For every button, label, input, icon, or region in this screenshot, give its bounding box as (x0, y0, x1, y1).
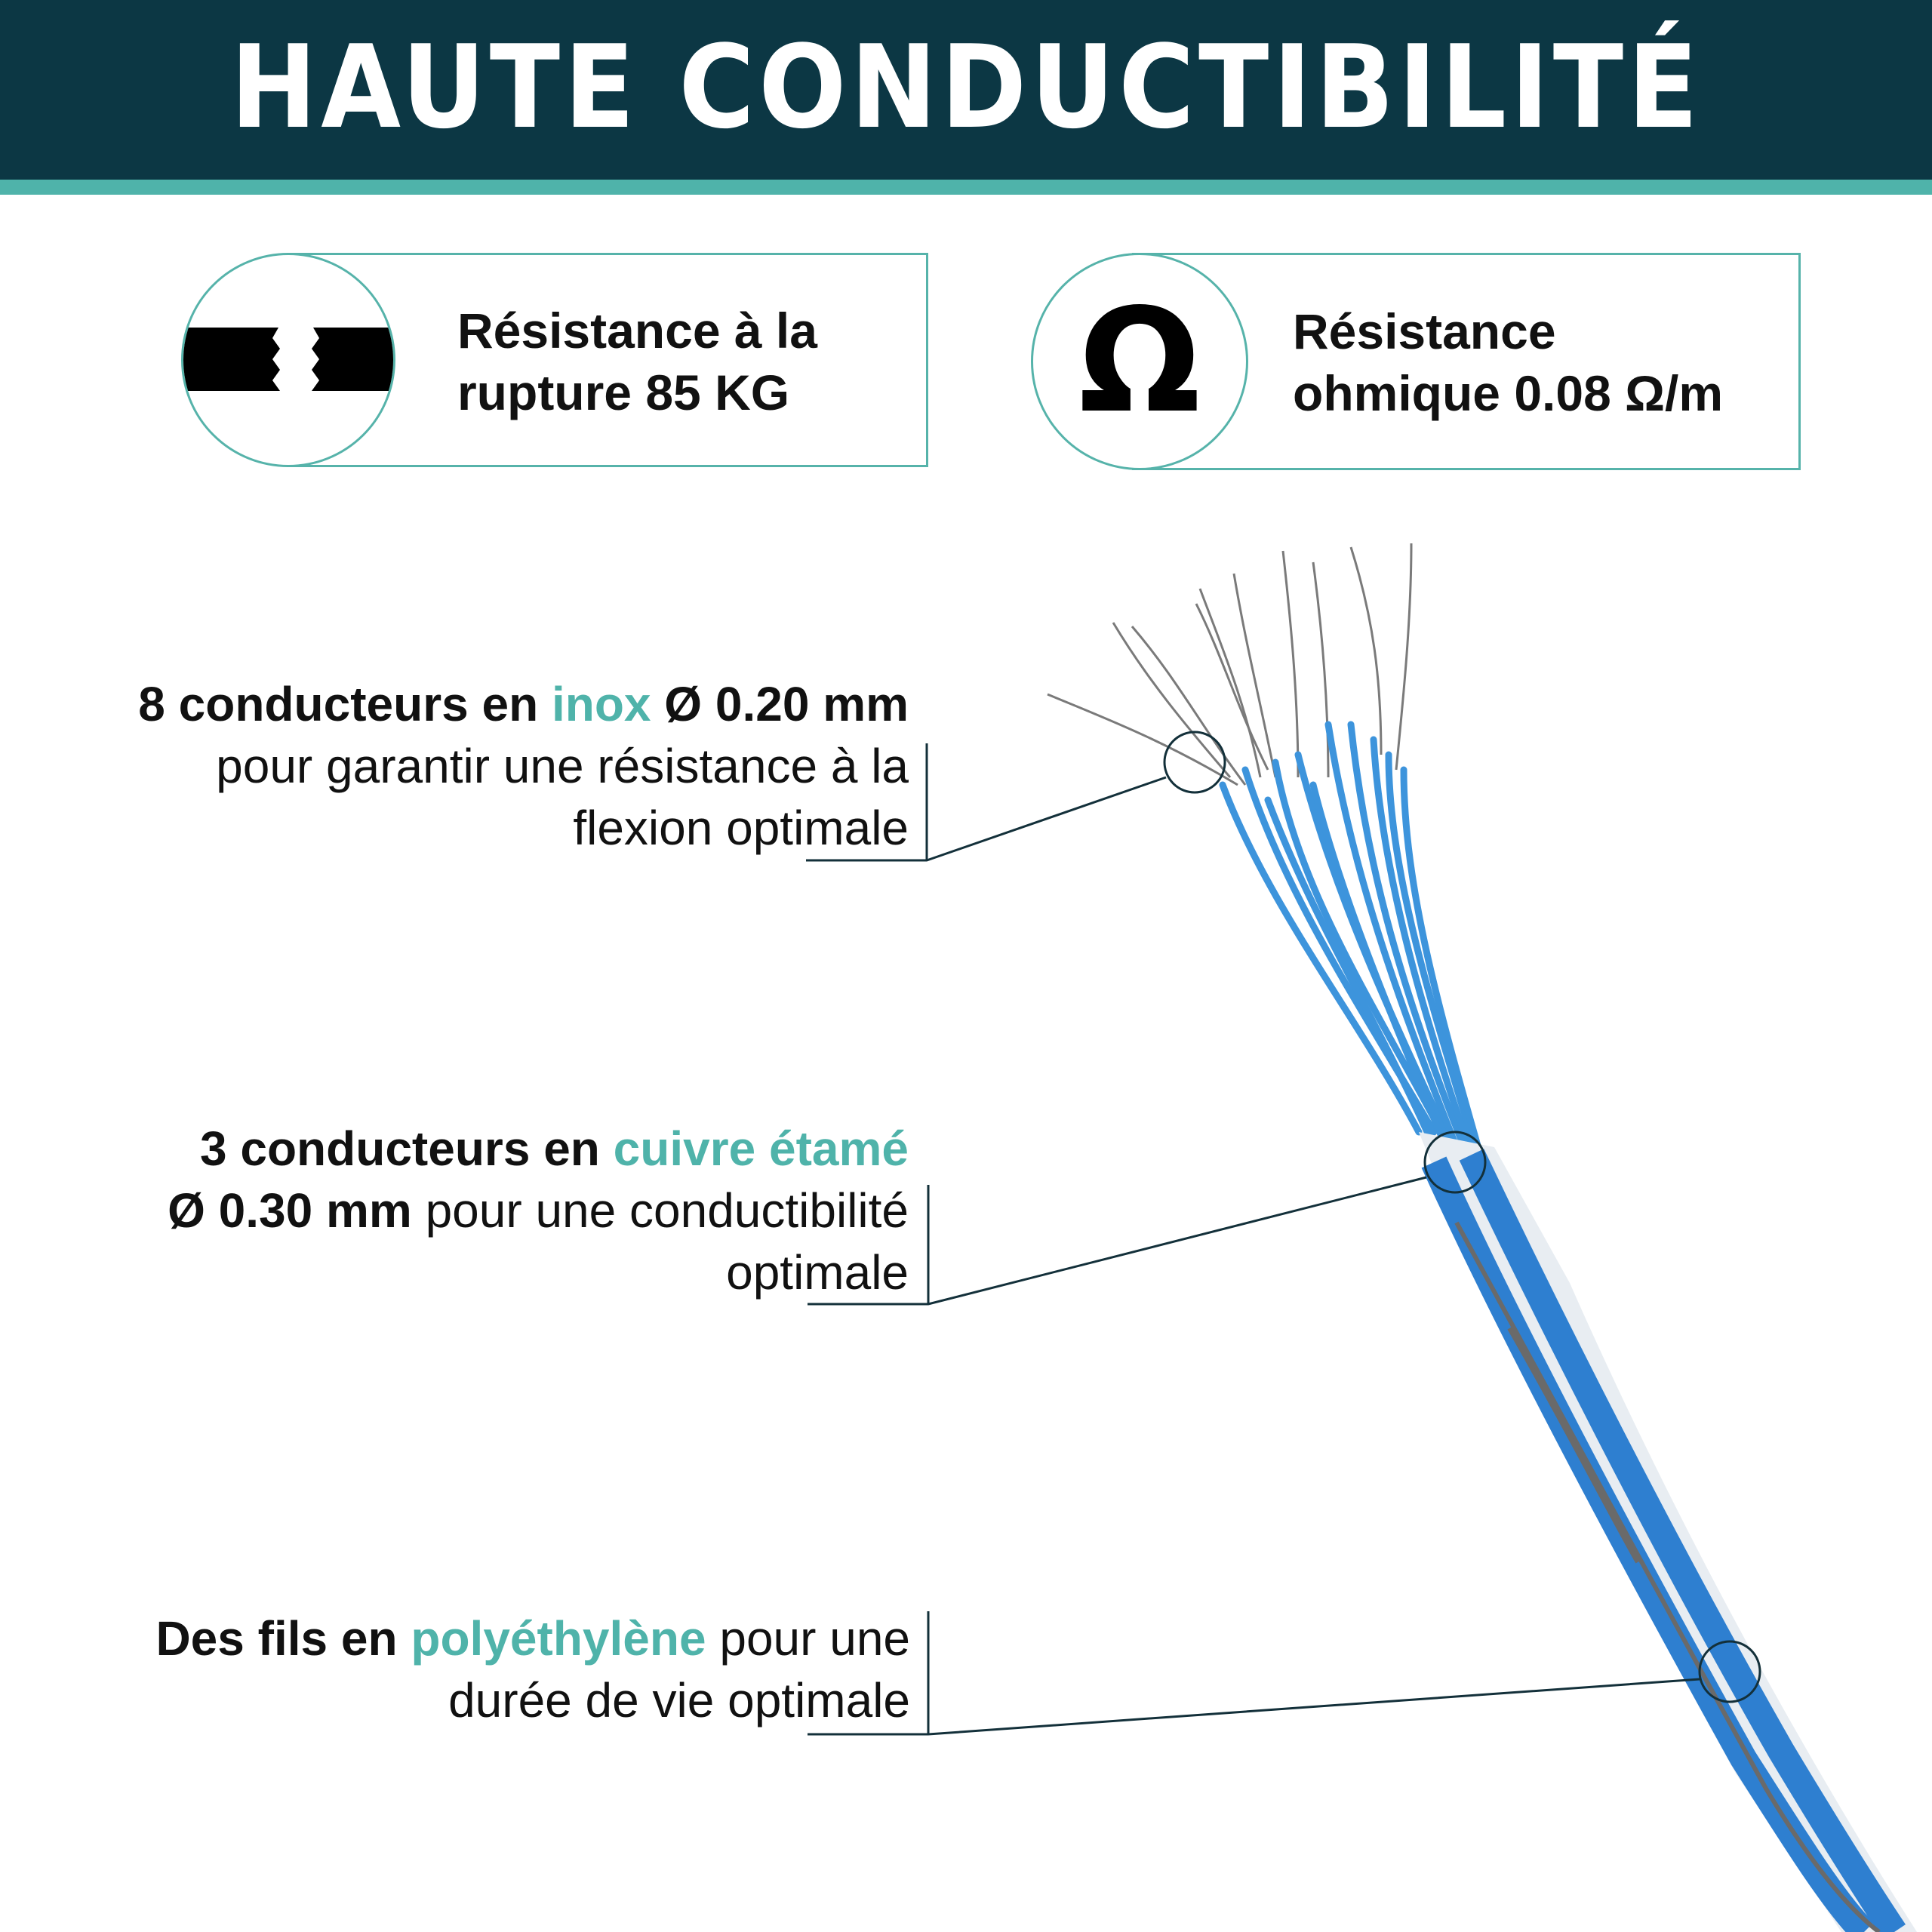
callout-line (138, 673, 909, 735)
polyethylene-strands-frayed (1223, 724, 1487, 1177)
feature-line: rupture 85 KG (457, 365, 790, 420)
callout-line (168, 1180, 909, 1241)
callout-leader-lines (806, 732, 1760, 1734)
callout-line: optimale (726, 1245, 909, 1300)
callout-accent-text: inox (551, 677, 651, 731)
callout-bold-text: Des fils en (155, 1611, 411, 1666)
callout-tinned-copper-conductors (168, 1118, 909, 1303)
page-title: HAUTE CONDUCTIBILITÉ (229, 20, 1703, 154)
callout-bold-text: Ø 0.30 mm (168, 1183, 412, 1238)
callout-accent-text: cuivre étamé (613, 1121, 909, 1176)
callout-text: pour une conductibilité (411, 1183, 909, 1238)
callout-line: flexion optimale (573, 801, 909, 855)
callout-stainless-conductors (138, 673, 909, 859)
callout-accent-text: polyéthylène (411, 1611, 706, 1666)
callout-bold-text: 8 conducteurs en (138, 677, 552, 731)
callout-line (155, 1607, 910, 1669)
omega-symbol: Ω (1078, 278, 1201, 445)
feature-line: Résistance à la (457, 303, 817, 358)
callout-line (168, 1118, 909, 1180)
callout-polyethylene-strands (155, 1607, 910, 1731)
callout-bold-text: Ø 0.20 mm (651, 677, 909, 731)
callout-line: durée de vie optimale (448, 1673, 910, 1727)
callout-bold-text: 3 conducteurs en (199, 1121, 614, 1176)
feature-line: Résistance (1293, 303, 1556, 359)
callout-line: pour garantir une résistance à la (216, 739, 909, 793)
feature-line: ohmique 0.08 Ω/m (1293, 365, 1724, 421)
callout-text: pour une (706, 1611, 910, 1666)
